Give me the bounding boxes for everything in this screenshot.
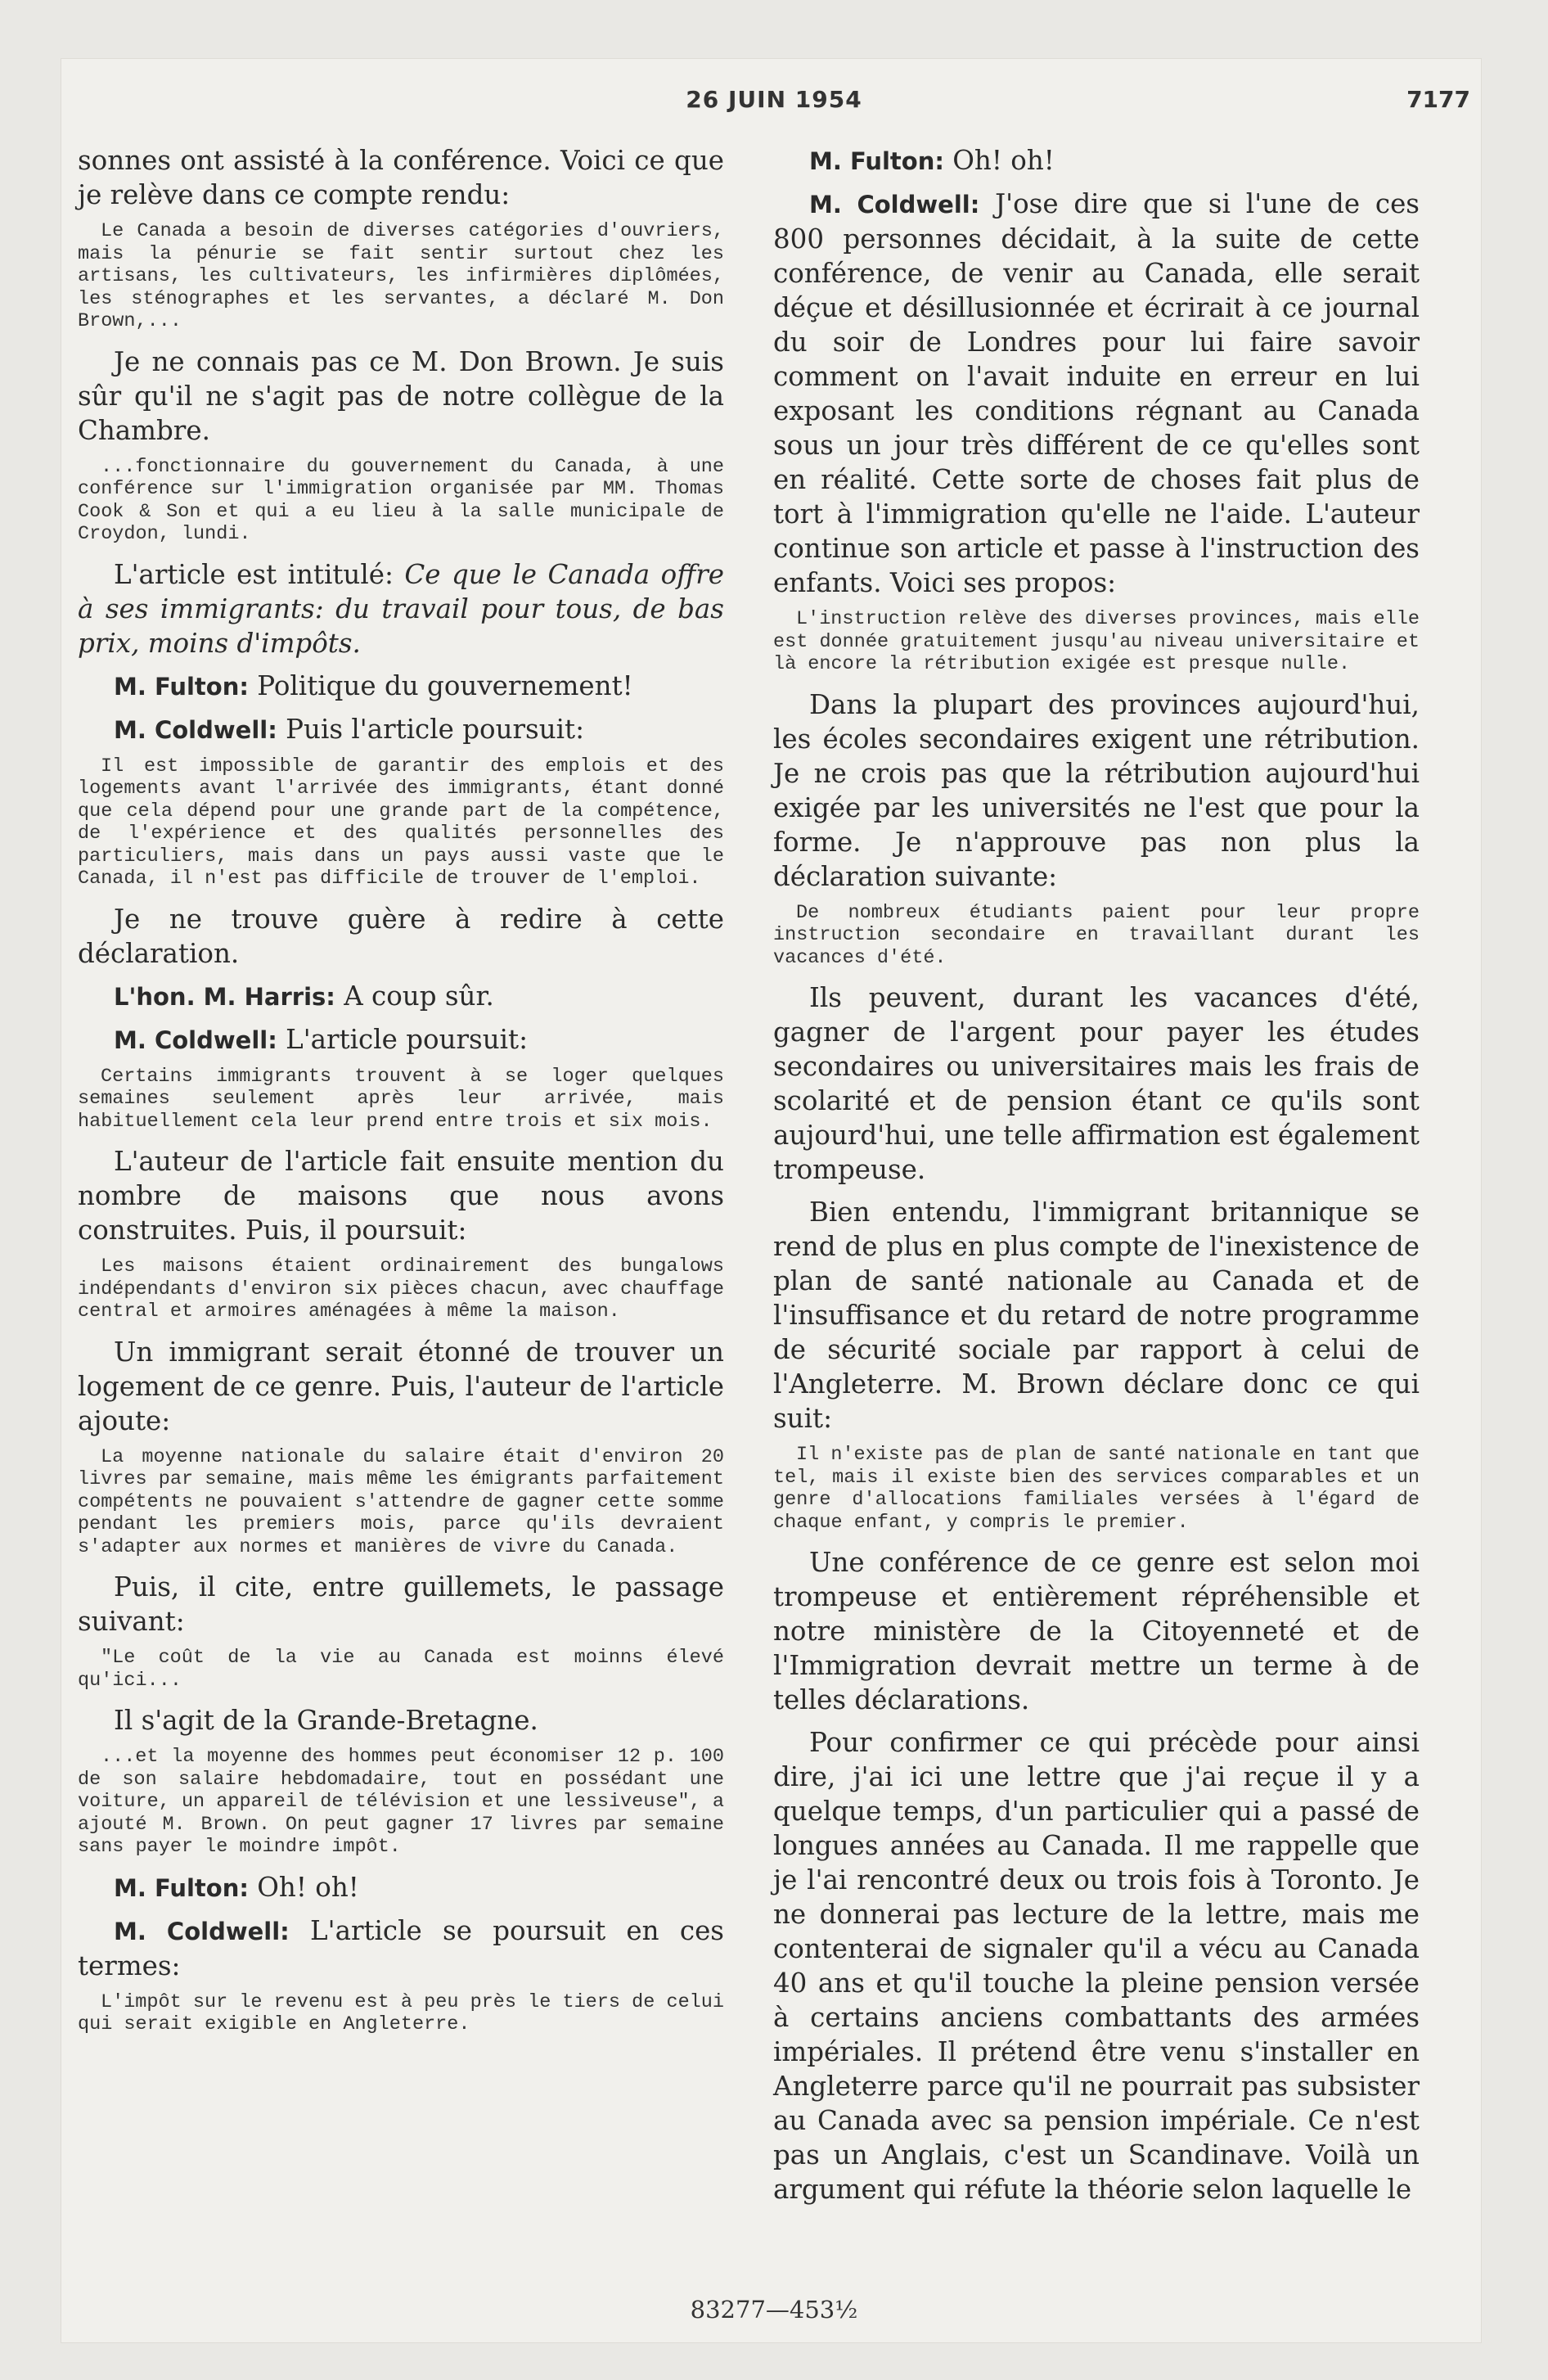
speech-text: Puis l'article poursuit: — [277, 713, 585, 745]
paragraph: sonnes ont assisté à la conférence. Voici ce que je relève dans ce compte rendu: — [78, 145, 724, 210]
speaker-name: M. Fulton: — [809, 147, 944, 175]
paragraph: Bien entendu, l'immigrant britannique se rend de plus en plus compte de l'inexistence de plan de santé nationale au Canada et de l'insuffisance et du retard de notre programme de sécurité sociale par rapport à celui de l'Angleterre. M. Brown déclare donc ce qui suit: — [773, 1197, 1420, 1434]
speaker-name: M. Coldwell: — [114, 715, 277, 744]
paragraph: Je ne trouve guère à redire à cette déclaration. — [78, 903, 724, 969]
speech-text: A coup sûr. — [335, 980, 494, 1012]
quoted-passage: Il n'existe pas de plan de santé nationale en tant que tel, mais il existe bien des services comparables et un genre d'allocations familiales versées à l'égard de chaque enfant, y compris le premier. — [773, 1444, 1420, 1534]
speech — [78, 1022, 724, 1057]
speech-text: Politique du gouvernement! — [248, 669, 633, 701]
speaker-name: M. Fulton: — [114, 1873, 249, 1902]
page-number: 7177 — [1406, 86, 1470, 113]
speaker-name: M. Coldwell: — [114, 1025, 277, 1054]
quoted-passage: De nombreux étudiants paient pour leur propre instruction secondaire en travaillant durant les vacances d'été. — [773, 901, 1420, 969]
speaker-name: M. Fulton: — [114, 672, 249, 701]
right-column — [773, 143, 1420, 2215]
speech-text: L'article se poursuit en ces termes: — [78, 1914, 724, 1981]
quoted-passage: Certains immigrants trouvent à se loger quelques semaines seulement après leur arrivée, mais habituellement cela leur prend entre trois et six mois. — [78, 1065, 724, 1133]
speaker-name: M. Coldwell: — [114, 1917, 290, 1945]
speech — [78, 1870, 724, 1905]
paragraph-text: L'article est intitulé: — [114, 558, 405, 590]
quoted-passage: Il est impossible de garantir des emplois et des logements avant l'arrivée des immigrants, étant donné que cela dépend pour une grande part de la compétence, de l'expérience et des qualités personnelles des particuliers, mais dans un pays aussi vaste que le Canada, il n'est pas difficile de trouver de l'emploi. — [78, 755, 724, 890]
speaker-name: L'hon. M. Harris: — [114, 982, 335, 1011]
speech — [78, 669, 724, 704]
paragraph: Il s'agit de la Grande-Bretagne. — [114, 1705, 538, 1736]
speech — [773, 143, 1420, 178]
speech-text: J'ose dire que si l'une de ces 800 personnes décidait, à la suite de cette conférence, de venir au Canada, elle serait déçue et désillusionnée et écrirait à ce journal du soir de Londres pour lui faire savoir comment on l'avait induite en erreur en lui exposant les conditions régnant au Canada sous un jour très différent de ce qu'elles sont en réalité. Cette sorte de choses fait plus de tort à l'immigration qu'elle ne l'aide. L'auteur continue son article et passe à l'instruction des enfants. Voici ses propos: — [773, 188, 1420, 598]
article-title: Ce que le Canada offre à ses immigrants: du travail pour tous, de bas prix, moins d'impôts. — [78, 558, 724, 659]
quoted-passage: "Le coût de la vie au Canada est moinns élevé qu'ici... — [78, 1647, 724, 1692]
paragraph: Dans la plupart des provinces aujourd'hui, les écoles secondaires exigent une rétribution. Je ne crois pas que la rétribution aujourd'hui exigée par les universités ne l'est que pour la forme. Je n'approuve pas non plus la déclaration suivante: — [773, 688, 1420, 892]
speech-text: L'article poursuit: — [277, 1023, 529, 1055]
paragraph: Une conférence de ce genre est selon moi trompeuse et entièrement répréhensible et notre ministère de la Citoyenneté et de l'Immigration devrait mettre un terme à de telles déclarations. — [773, 1547, 1420, 1715]
speaker-name: M. Coldwell: — [809, 191, 980, 219]
paragraph: Un immigrant serait étonné de trouver un logement de ce genre. Puis, l'auteur de l'article ajoute: — [78, 1336, 724, 1436]
page-header — [78, 86, 1470, 127]
quoted-passage: La moyenne nationale du salaire était d'environ 20 livres par semaine, mais même les émigrants parfaitement compétents ne pouvaient s'attendre de gagner cette somme pendant les premiers mois, parce qu'ils devraient s'adapter aux normes et manières de vivre du Canada. — [78, 1445, 724, 1558]
quoted-passage: ...et la moyenne des hommes peut économiser 12 p. 100 de son salaire hebdomadaire, tout en possédant une voiture, un appareil de télévision et une lessiveuse", a ajouté M. Brown. On peut gagner 17 livres par semaine sans payer le moindre impôt. — [78, 1746, 724, 1858]
page-footer-code: 83277—453½ — [690, 2296, 858, 2324]
quoted-passage: Les maisons étaient ordinairement des bungalows indépendants d'environ six pièces chacun, avec chauffage central et armoires aménagées à même la maison. — [78, 1255, 724, 1323]
quoted-passage: L'impôt sur le revenu est à peu près le tiers de celui qui serait exigible en Angleterre. — [78, 1990, 724, 2035]
paragraph: Ils peuvent, durant les vacances d'été, gagner de l'argent pour payer les études secondaires ou universitaires mais les frais de scolarité et de pension étant ce qu'ils sont aujourd'hui, une telle affirmation est également trompeuse. — [773, 982, 1420, 1185]
paragraph: Puis, il cite, entre guillemets, le passage suivant: — [78, 1571, 724, 1637]
paragraph: Pour confirmer ce qui précède pour ainsi dire, j'ai ici une lettre que j'ai reçue il y a quelque temps, d'un particulier qui a passé de longues années au Canada. Il me rappelle que je l'ai rencontré deux ou trois fois à Toronto. Je ne donnerai pas lecture de la lettre, mais me contenterai de signaler qu'il a vécu au Canada 40 ans et qu'il touche la pleine pension versée à certains anciens combattants des armées impériales. Il prétend être venu s'installer en Angleterre parce qu'il ne pourrait pas subsister au Canada avec sa pension impériale. Ce n'est pas un Anglais, c'est un Scandinave. Voilà un argument qui réfute la théorie selon laquelle le — [773, 1727, 1420, 2205]
left-column — [78, 143, 724, 2048]
speech — [78, 979, 724, 1014]
header-date: 26 JUIN 1954 — [686, 86, 862, 113]
quoted-passage: L'instruction relève des diverses provinces, mais elle est donnée gratuitement jusqu'au niveau universitaire et là encore la rétribution exigée est presque nulle. — [773, 608, 1420, 675]
speech — [78, 712, 724, 747]
paragraph — [78, 557, 724, 660]
paragraph: L'auteur de l'article fait ensuite mention du nombre de maisons que nous avons construites. Puis, il poursuit: — [78, 1146, 724, 1246]
speech — [773, 187, 1420, 600]
paragraph: Je ne connais pas ce M. Don Brown. Je suis sûr qu'il ne s'agit pas de notre collègue de la Chambre. — [78, 345, 724, 446]
quoted-passage: Le Canada a besoin de diverses catégories d'ouvriers, mais la pénurie se fait sentir surtout chez les artisans, les cultivateurs, les infirmières diplômées, les sténographes et les servantes, a déclaré M. Don Brown,... — [78, 220, 724, 332]
speech-text: Oh! oh! — [943, 145, 1055, 176]
speech — [78, 1913, 724, 1983]
speech-text: Oh! oh! — [248, 1871, 359, 1903]
quoted-passage: ...fonctionnaire du gouvernement du Canada, à une conférence sur l'immigration organisée par MM. Thomas Cook & Son et qui a eu lieu à la salle municipale de Croydon, lundi. — [78, 455, 724, 545]
